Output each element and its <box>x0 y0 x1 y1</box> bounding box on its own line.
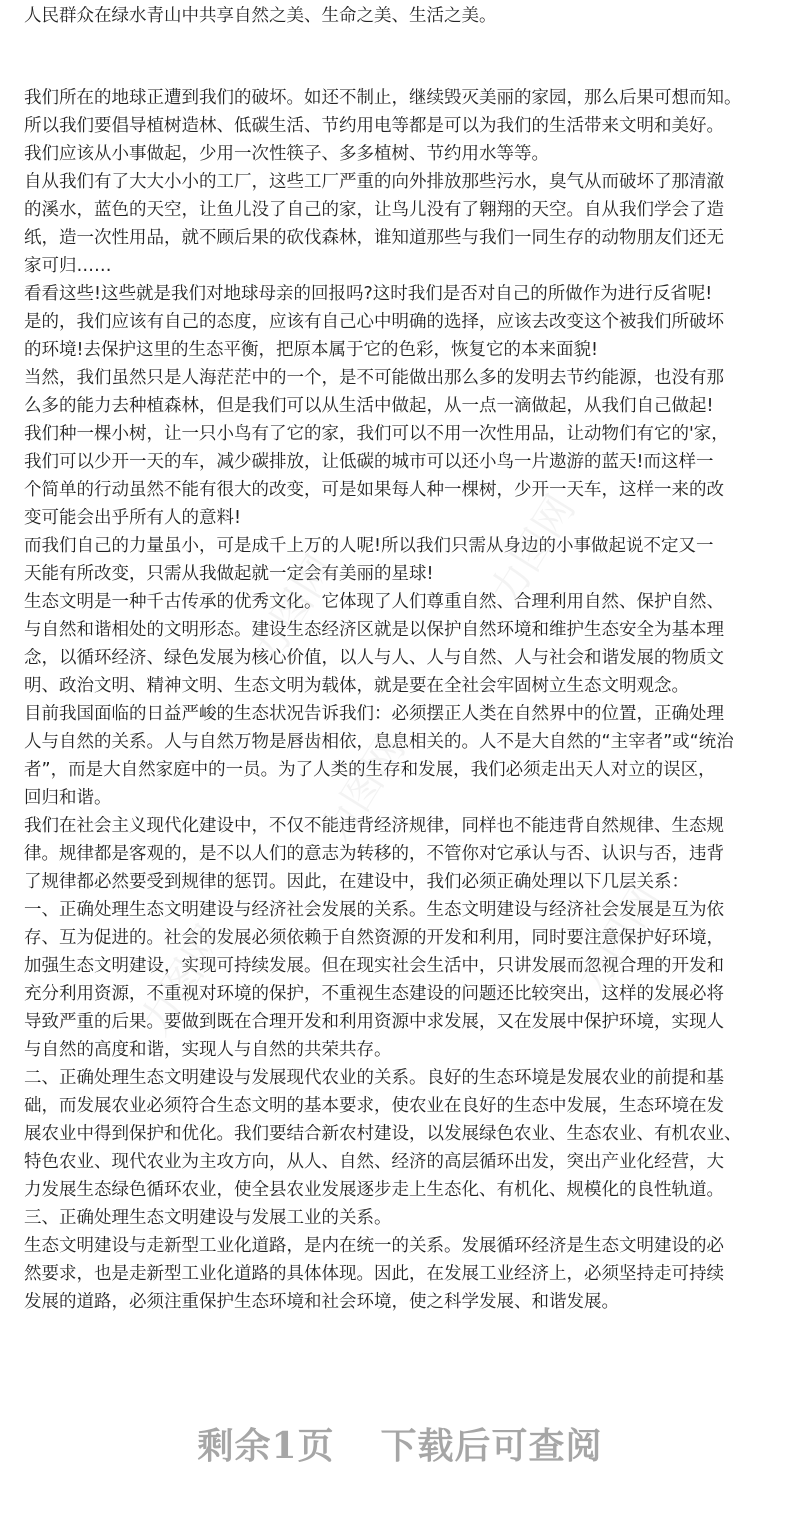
text-line: 的环境!去保护这里的生态平衡，把原本属于它的色彩，恢复它的本来面貌! <box>24 340 599 360</box>
watermark: 力图网 <box>311 727 415 854</box>
text-line: 回归和谐。 <box>24 788 112 808</box>
text-line: 天能有所改变，只需从我做起就一定会有美丽的星球! <box>24 564 434 584</box>
text-line: 加强生态文明建设，实现可持续发展。但在现实社会生活中，只讲发展而忽视合理的开发和 <box>24 956 724 976</box>
remaining-pages-banner[interactable] <box>0 1418 800 1469</box>
text-line: 是的，我们应该有自己的态度，应该有自己心中明确的选择，应该去改变这个被我们所破坏 <box>24 312 724 332</box>
text-line: 充分利用资源，不重视对环境的保护，不重视生态建设的问题还比较突出，这样的发展必将 <box>24 984 724 1004</box>
text-line: 念，以循环经济、绿色发展为核心价值，以人与人、人与自然、人与社会和谐发展的物质文 <box>24 648 724 668</box>
text-line: 纸，造一次性用品，就不顾后果的砍伐森林，谁知道那些与我们一同生存的动物朋友们还无 <box>24 228 724 248</box>
text-line: 与自然的高度和谐，实现人与自然的共荣共存。 <box>24 1040 392 1060</box>
text-line: 所以我们要倡导植树造林、低碳生活、节约用电等都是可以为我们的生活带来文明和美好。 <box>24 116 724 136</box>
text-line: 三、正确处理生态文明建设与发展工业的关系。 <box>24 1208 392 1228</box>
text-line: 力发展生态绿色循环农业，使全县农业发展逐步走上生态化、有机化、规模化的良性轨道。 <box>24 1180 724 1200</box>
text-line: 我们在社会主义现代化建设中，不仅不能违背经济规律，同样也不能违背自然规律、生态规 <box>24 816 724 836</box>
watermark: 力图网 <box>566 877 670 1004</box>
text-line: 家可归…… <box>24 256 112 276</box>
remaining-pages-label: 剩余1页 <box>197 1425 335 1467</box>
text-line: 然要求，也是走新型工业化道路的具体体现。因此，在发展工业经济上，必须坚持走可持续 <box>24 1264 724 1284</box>
text-line: 我们可以少开一天的车，减少碳排放，让低碳的城市可以还小鸟一片遨游的蓝天!而这样一 <box>24 452 714 472</box>
text-line: 变可能会出乎所有人的意料! <box>24 508 242 528</box>
text-line: 人民群众在绿水青山中共享自然之美、生命之美、生活之美。 <box>24 6 497 26</box>
text-line: 律。规律都是客观的，是不以人们的意志为转移的，不管你对它承认与否、认识与否，违背 <box>24 844 724 864</box>
text-line: 与自然和谐相处的文明形态。建设生态经济区就是以保护自然环境和维护生态安全为基本理 <box>24 620 724 640</box>
text-line: 目前我国面临的日益严峻的生态状况告诉我们：必须摆正人类在自然界中的位置，正确处理 <box>24 704 724 724</box>
text-line: 二、正确处理生态文明建设与发展现代农业的关系。良好的生态环境是发展农业的前提和基 <box>24 1068 724 1088</box>
watermark: 力图网 <box>241 547 345 674</box>
text-line: 自从我们有了大大小小的工厂，这些工厂严重的向外排放那些污水，臭气从而破坏了那清澈 <box>24 172 724 192</box>
watermark: 力图网 <box>131 917 235 1044</box>
text-line: 个简单的行动虽然不能有很大的改变，可是如果每人种一棵树，少开一天车，这样一来的改 <box>24 480 724 500</box>
text-line: 础，而发展农业必须符合生态文明的基本要求，使农业在良好的生态中发展，生态环境在发 <box>24 1096 724 1116</box>
text-line: 存、互为促进的。社会的发展必须依赖于自然资源的开发和利用，同时要注意保护好环境， <box>24 928 724 948</box>
text-line: 特色农业、现代农业为主攻方向，从人、自然、经济的高层循环出发，突出产业化经营，大 <box>24 1152 724 1172</box>
text-line: 展农业中得到保护和优化。我们要结合新农村建设，以发展绿色农业、生态农业、有机农业、 <box>24 1124 742 1144</box>
text-line: 者”，而是大自然家庭中的一员。为了人类的生存和发展，我们必须走出天人对立的误区， <box>24 760 716 780</box>
text-line: 人与自然的关系。人与自然万物是唇齿相依，息息相关的。人不是大自然的“主宰者”或“统治 <box>24 732 734 752</box>
text-line: 生态文明是一种千古传承的优秀文化。它体现了人们尊重自然、合理利用自然、保护自然、 <box>24 592 724 612</box>
text-line: 而我们自己的力量虽小，可是成千上万的人呢!所以我们只需从身边的小事做起说不定又一 <box>24 536 714 556</box>
text-line: 生态文明建设与走新型工业化道路，是内在统一的关系。发展循环经济是生态文明建设的必 <box>24 1236 724 1256</box>
text-line: 我们所在的地球正遭到我们的破坏。如还不制止，继续毁灭美丽的家园，那么后果可想而知。 <box>24 88 742 108</box>
text-line: 的溪水，蓝色的天空，让鱼儿没了自己的家，让鸟儿没有了翱翔的天空。自从我们学会了造 <box>24 200 724 220</box>
text-line: 一、正确处理生态文明建设与经济社会发展的关系。生态文明建设与经济社会发展是互为依 <box>24 900 724 920</box>
text-line: 发展的道路，必须注重保护生态环境和社会环境，使之科学发展、和谐发展。 <box>24 1292 619 1312</box>
text-line: 看看这些!这些就是我们对地球母亲的回报吗?这时我们是否对自己的所做作为进行反省呢! <box>24 284 713 304</box>
text-line: 么多的能力去种植森林，但是我们可以从生活中做起，从一点一滴做起，从我们自己做起! <box>24 396 714 416</box>
text-line: 我们应该从小事做起，少用一次性筷子、多多植树、节约用水等等。 <box>24 144 549 164</box>
text-line: 明、政治文明、精神文明、生态文明为载体，就是要在全社会牢固树立生态文明观念。 <box>24 676 689 696</box>
watermark: 力图网 <box>481 487 585 614</box>
download-hint-label: 下载后可查阅 <box>380 1425 603 1467</box>
text-line: 我们种一棵小树，让一只小鸟有了它的家，我们可以不用一次性用品，让动物们有它的'家， <box>24 424 729 444</box>
text-line: 导致严重的后果。要做到既在合理开发和利用资源中求发展，又在发展中保护环境，实现人 <box>24 1012 724 1032</box>
text-line: 了规律都必然要受到规律的惩罚。因此，在建设中，我们必须正确处理以下几层关系： <box>24 872 689 892</box>
text-line: 当然，我们虽然只是人海茫茫中的一个，是不可能做出那么多的发明去节约能源，也没有那 <box>24 368 724 388</box>
